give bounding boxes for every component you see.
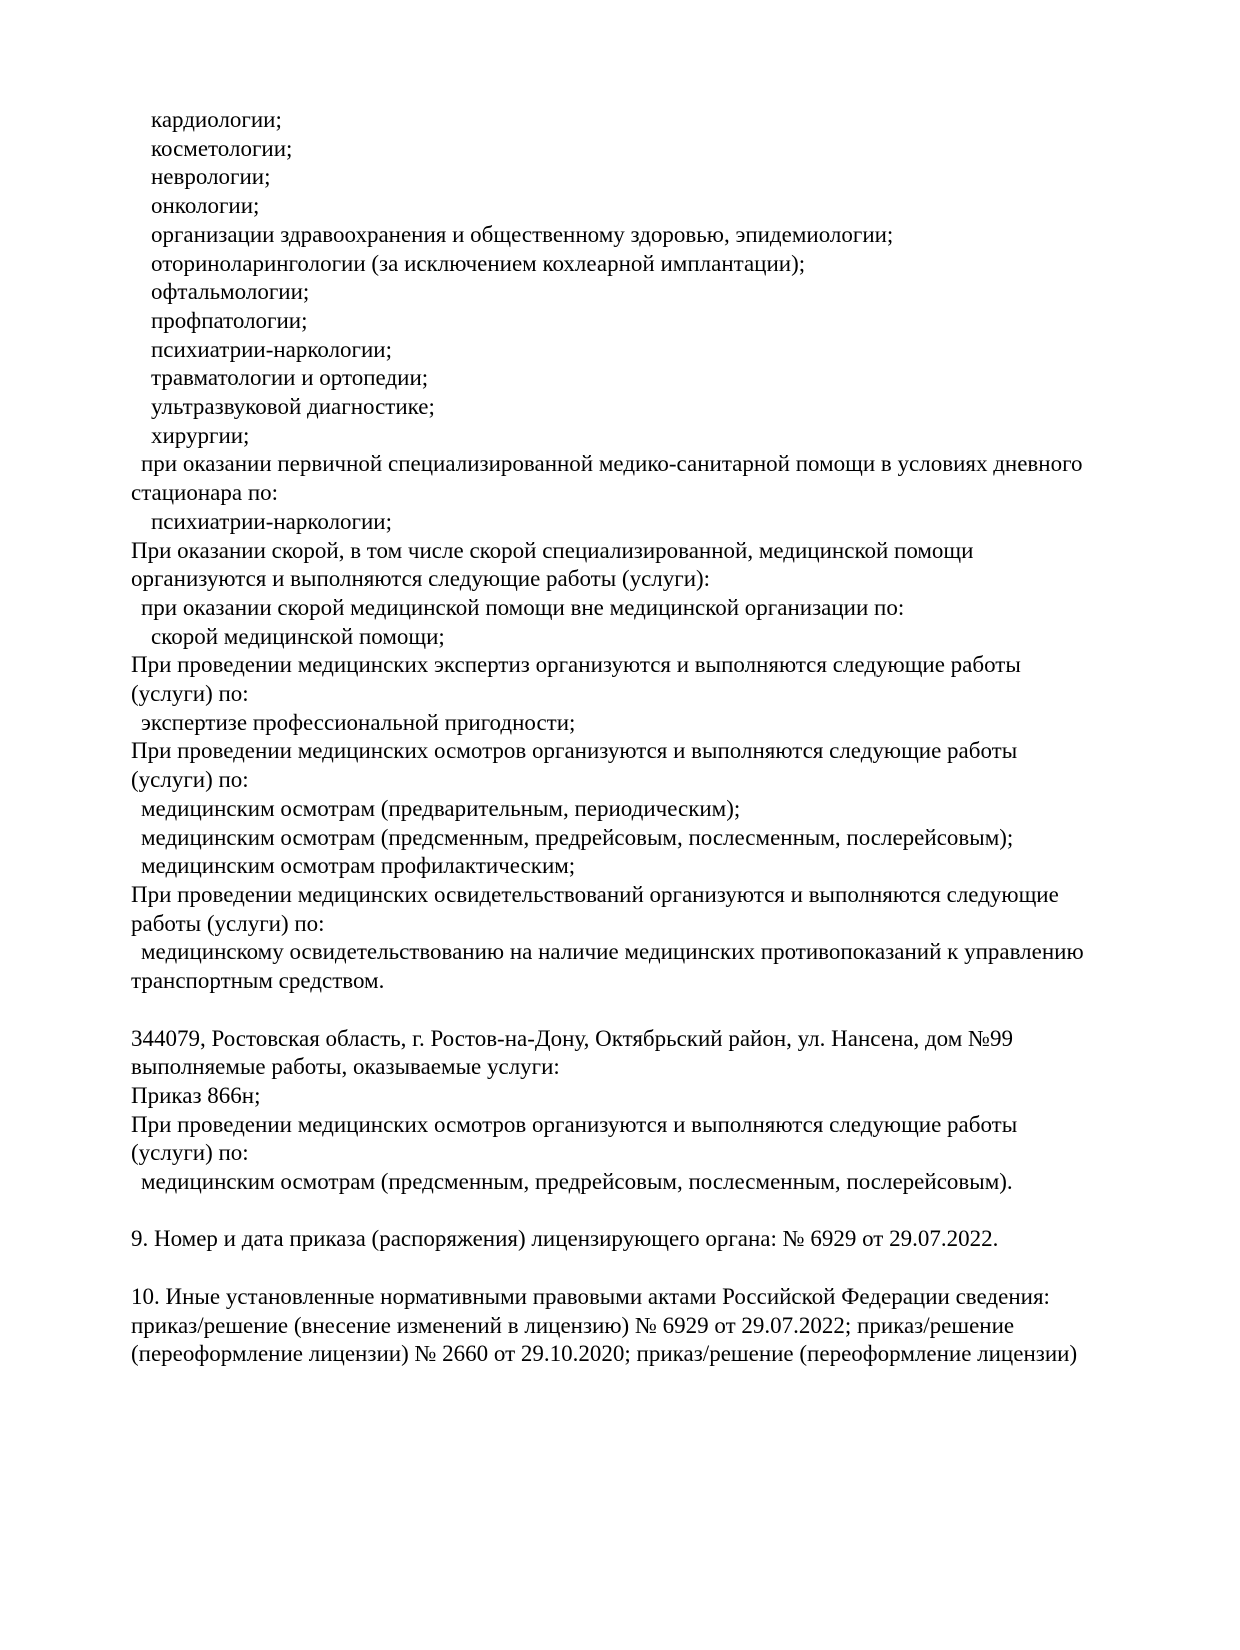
document-text <box>131 106 1212 1369</box>
document-line: профпатологии; <box>151 307 308 333</box>
document-line: офтальмологии; <box>151 279 310 305</box>
blank-line <box>131 996 1212 1025</box>
document-line: организуются и выполняются следующие работы (услуги): <box>131 566 711 592</box>
document-line: хирургии; <box>151 422 250 448</box>
document-line: психиатрии-наркологии; <box>151 336 392 362</box>
document-line: медицинскому освидетельствованию на наличие медицинских противопоказаний к управлению <box>141 939 1084 965</box>
document-line: приказ/решение (внесение изменений в лицензию) № 6929 от 29.07.2022; приказ/решение <box>131 1312 1015 1338</box>
document-line: (услуги) по: <box>131 1140 249 1166</box>
document-line: (услуги) по: <box>131 681 249 707</box>
document-line: ультразвуковой диагностике; <box>151 394 435 420</box>
blank-line <box>131 1254 1212 1283</box>
blank-line <box>131 1197 1212 1226</box>
document-line: травматологии и ортопедии; <box>151 365 429 391</box>
document-line: онкологии; <box>151 193 260 219</box>
document-line: работы (услуги) по: <box>131 910 325 936</box>
document-line: 344079, Ростовская область, г. Ростов-на-Дону, Октябрьский район, ул. Нансена, дом №99 <box>131 1025 1013 1051</box>
document-line: неврологии; <box>151 164 271 190</box>
document-line: медицинским осмотрам профилактическим; <box>141 853 576 879</box>
document-line: При проведении медицинских экспертиз организуются и выполняются следующие работы <box>131 652 1021 678</box>
document-line: При проведении медицинских осмотров организуются и выполняются следующие работы <box>131 738 1018 764</box>
document-line: При оказании скорой, в том числе скорой специализированной, медицинской помощи <box>131 537 974 563</box>
document-line: стационара по: <box>131 480 279 506</box>
document-line: скорой медицинской помощи; <box>151 623 445 649</box>
document-line: выполняемые работы, оказываемые услуги: <box>131 1054 560 1080</box>
document-line: транспортным средством. <box>131 968 385 994</box>
document-line: 10. Иные установленные нормативными правовыми актами Российской Федерации сведения: <box>131 1283 1050 1309</box>
document-line: медицинским осмотрам (предсменным, предрейсовым, послесменным, послерейсовым). <box>141 1169 1013 1195</box>
document-line: (переоформление лицензии) № 2660 от 29.10.2020; приказ/решение (переоформление лицензии) <box>131 1341 1078 1367</box>
document-line: психиатрии-наркологии; <box>151 508 392 534</box>
document-line: При проведении медицинских осмотров организуются и выполняются следующие работы <box>131 1111 1018 1137</box>
document-line: медицинским осмотрам (предсменным, предрейсовым, послесменным, послерейсовым); <box>141 824 1014 850</box>
document-line: косметологии; <box>151 135 293 161</box>
document-line: организации здравоохранения и общественному здоровью, эпидемиологии; <box>151 221 894 247</box>
document-line: оториноларингологии (за исключением кохлеарной имплантации); <box>151 250 806 276</box>
document-line: (услуги) по: <box>131 767 249 793</box>
document-line: Приказ 866н; <box>131 1082 261 1108</box>
document-line: кардиологии; <box>151 107 282 132</box>
document-line: При проведении медицинских освидетельствований организуются и выполняются следующие <box>131 881 1059 907</box>
document-line: 9. Номер и дата приказа (распоряжения) лицензирующего органа: № 6929 от 29.07.2022. <box>131 1226 999 1252</box>
document-line: при оказании скорой медицинской помощи вне медицинской организации по: <box>141 594 905 620</box>
document-line: при оказании первичной специализированной медико-санитарной помощи в условиях дневного <box>141 451 1083 477</box>
document-line: экспертизе профессиональной пригодности; <box>141 709 576 735</box>
document-line: медицинским осмотрам (предварительным, периодическим); <box>141 795 741 821</box>
